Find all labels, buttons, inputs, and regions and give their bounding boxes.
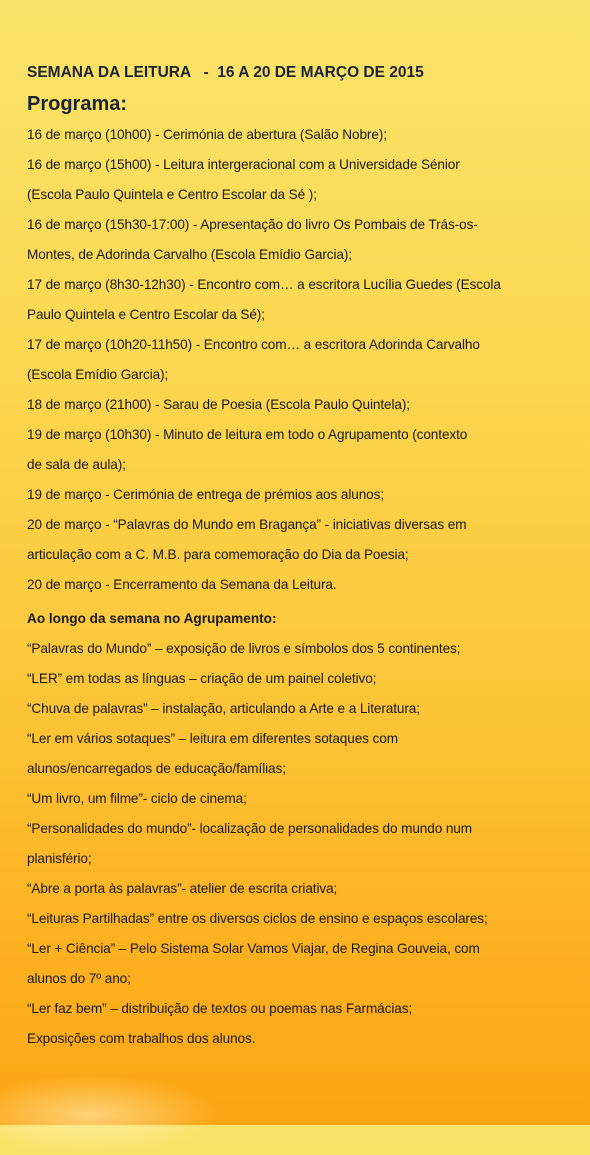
program-line: 19 de março - Cerimónia de entrega de prémios aos alunos; — [27, 487, 384, 502]
program-line: 20 de março - Encerramento da Semana da Leitura. — [27, 577, 337, 592]
activity-line: “Personalidades do mundo”- localização de personalidades do mundo num — [27, 821, 472, 836]
program-line: 16 de março (10h00) - Cerimónia de abertura (Salão Nobre); — [27, 127, 387, 142]
program-line: articulação com a C. M.B. para comemoração do Dia da Poesia; — [27, 547, 409, 562]
event-flyer — [27, 58, 567, 1054]
activity-line: “Ler + Ciência” – Pelo Sistema Solar Vamos Viajar, de Regina Gouveia, com — [27, 941, 480, 956]
activity-line: “Leituras Partilhadas” entre os diversos ciclos de ensino e espaços escolares; — [27, 911, 488, 926]
activity-line: Exposições com trabalhos dos alunos. — [27, 1031, 256, 1046]
program-line: 18 de março (21h00) - Sarau de Poesia (Escola Paulo Quintela); — [27, 397, 410, 412]
activity-line: “LER” em todas as línguas – criação de um painel coletivo; — [27, 671, 377, 686]
activity-line: planisfério; — [27, 851, 92, 866]
program-line: 16 de março (15h00) - Leitura intergeracional com a Universidade Sénior — [27, 157, 460, 172]
activity-line: alunos do 7º ano; — [27, 971, 131, 986]
activity-line: “Palavras do Mundo” – exposição de livros e símbolos dos 5 continentes; — [27, 641, 461, 656]
program-line: 16 de março (15h30-17:00) - Apresentação do livro Os Pombais de Trás-os- — [27, 217, 478, 232]
background-swoosh — [0, 1075, 220, 1155]
program-list — [27, 120, 567, 600]
program-line: 17 de março (10h20-11h50) - Encontro com… a escritora Adorinda Carvalho — [27, 337, 480, 352]
program-line: 19 de março (10h30) - Minuto de leitura em todo o Agrupamento (contexto — [27, 427, 468, 442]
week-section-heading: Ao longo da semana no Agrupamento: — [27, 611, 277, 626]
program-heading: Programa: — [27, 93, 128, 115]
program-line: (Escola Emídio Garcia); — [27, 367, 169, 382]
activity-line: “Um livro, um filme”- ciclo de cinema; — [27, 791, 247, 806]
week-activities-list — [27, 634, 567, 1054]
activity-line: “Chuva de palavras” – instalação, articulando a Arte e a Literatura; — [27, 701, 420, 716]
program-line: Montes, de Adorinda Carvalho (Escola Emídio Garcia); — [27, 247, 352, 262]
program-line: 17 de março (8h30-12h30) - Encontro com… a escritora Lucília Guedes (Escola — [27, 277, 501, 292]
activity-line: “Abre a porta às palavras”- atelier de escrita criativa; — [27, 881, 338, 896]
program-line: de sala de aula); — [27, 457, 126, 472]
activity-line: “Ler faz bem” – distribuição de textos ou poemas nas Farmácias; — [27, 1001, 413, 1016]
program-line: 20 de março - “Palavras do Mundo em Bragança” - iniciativas diversas em — [27, 517, 467, 532]
program-line: Paulo Quintela e Centro Escolar da Sé); — [27, 307, 265, 322]
program-line: (Escola Paulo Quintela e Centro Escolar da Sé ); — [27, 187, 317, 202]
page-title: SEMANA DA LEITURA - 16 A 20 DE MARÇO DE 2015 — [27, 64, 424, 81]
activity-line: alunos/encarregados de educação/famílias; — [27, 761, 286, 776]
activity-line: “Ler em vários sotaques” – leitura em diferentes sotaques com — [27, 731, 398, 746]
